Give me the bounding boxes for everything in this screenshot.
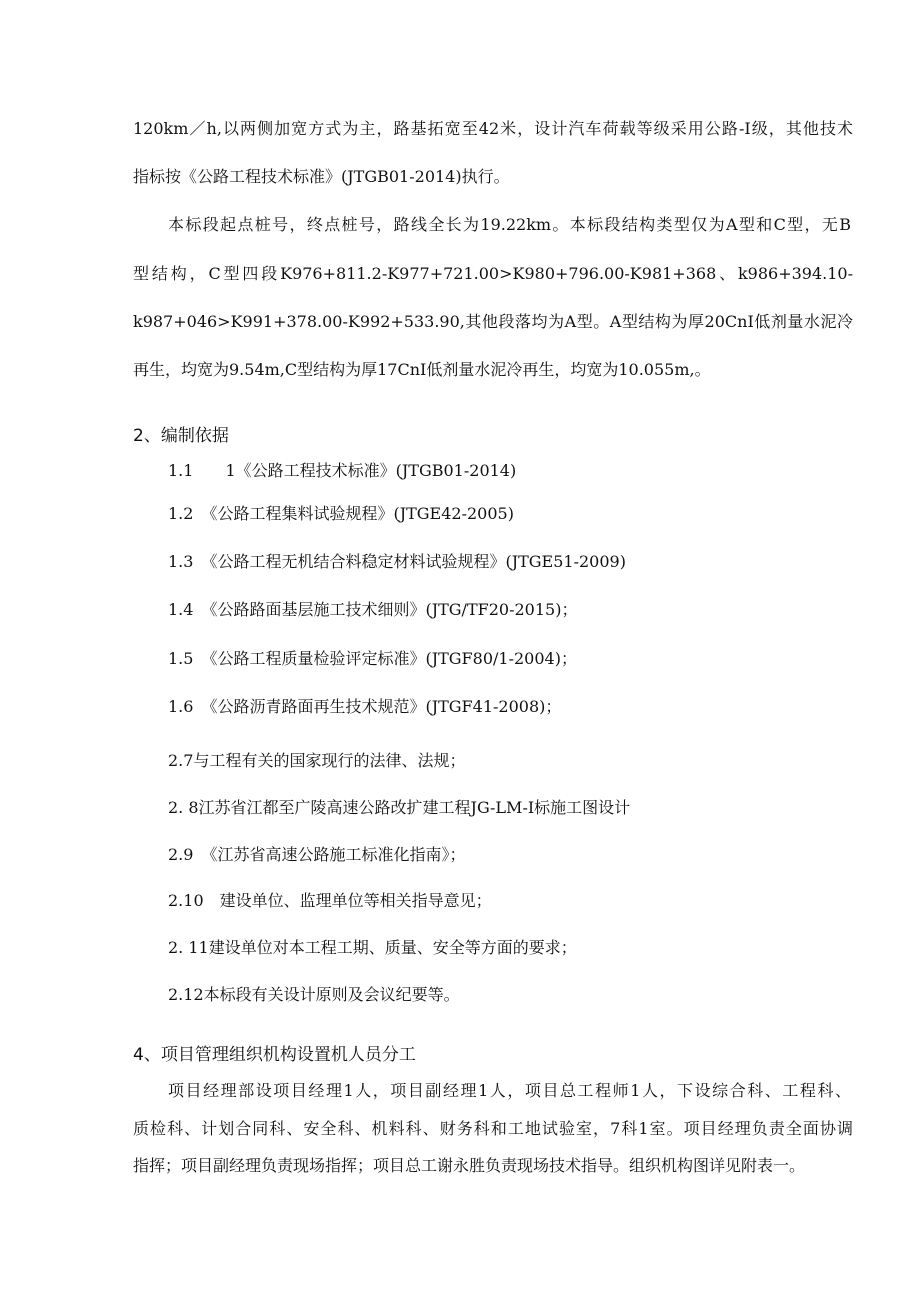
section2-item: 2. 8江苏省江都至广陵高速公路改扩建工程JG-LM-I标施工图设计 (168, 798, 631, 817)
section4-heading: 4、项目管理组织机构设置机人员分工 (133, 1045, 416, 1065)
section2-item: 2.12本标段有关设计原则及会议纪要等。 (168, 985, 460, 1004)
intro-line-1: 120km／h,以两侧加宽方式为主，路基拓宽至42米，设计汽车荷载等级采用公路-I级，其他技术 (133, 119, 853, 138)
intro-line-2: 指标按《公路工程技术标准》(JTGB01-2014)执行。 (133, 167, 510, 186)
section2-item: 1.1 1《公路工程技术标准》(JTGB01-2014) (168, 461, 517, 480)
section2-item: 2.10 建设单位、监理单位等相关指导意见； (168, 891, 492, 910)
section4-line-2: 质检科、计划合同科、安全科、机料科、财务科和工地试验室，7科1室。项目经理负责全面协调 (133, 1119, 853, 1138)
section2-item: 2.7与工程有关的国家现行的法律、法规； (168, 751, 466, 770)
section4-line-3: 指挥；项目副经理负责现场指挥；项目总工谢永胜负责现场技术指导。组织机构图详见附表一。 (133, 1156, 806, 1175)
section2-item: 1.5 《公路工程质量检验评定标准》(JTGF80/1-2004)； (168, 649, 577, 668)
section-line-4: 再生，均宽为9.54m,C型结构为厚17CnI低剂量水泥冷再生，均宽为10.055m,。 (133, 360, 711, 379)
section2-heading: 2、编制依据 (133, 426, 229, 446)
section4-line-1: 项目经理部设项目经理1人，项目副经理1人，项目总工程师1人，下设综合科、工程科、 (168, 1081, 851, 1100)
section2-item: 1.6 《公路沥青路面再生技术规范》(JTGF41-2008)； (168, 697, 562, 716)
section2-item: 1.2 《公路工程集料试验规程》(JTGE42-2005) (168, 504, 514, 523)
section2-item: 2. 11建设单位对本工程工期、质量、安全等方面的要求； (168, 938, 577, 957)
section-line-3: k987+046>K991+378.00-K992+533.90,其他段落均为A型。A型结构为厚20CnI低剂量水泥冷 (133, 312, 853, 331)
section2-item: 1.3 《公路工程无机结合料稳定材料试验规程》(JTGE51-2009) (168, 552, 626, 571)
section-line-2: 型结构，C型四段K976+811.2-K977+721.00>K980+796.00-K981+368、k986+394.10- (133, 264, 853, 283)
section2-item: 2.9 《江苏省高速公路施工标准化指南》； (168, 845, 466, 864)
section2-item: 1.4 《公路路面基层施工技术细则》(JTG/TF20-2015)； (168, 600, 578, 619)
section-line-1: 本标段起点桩号，终点桩号，路线全长为19.22km。本标段结构类型仅为A型和C型，无B (168, 215, 851, 234)
